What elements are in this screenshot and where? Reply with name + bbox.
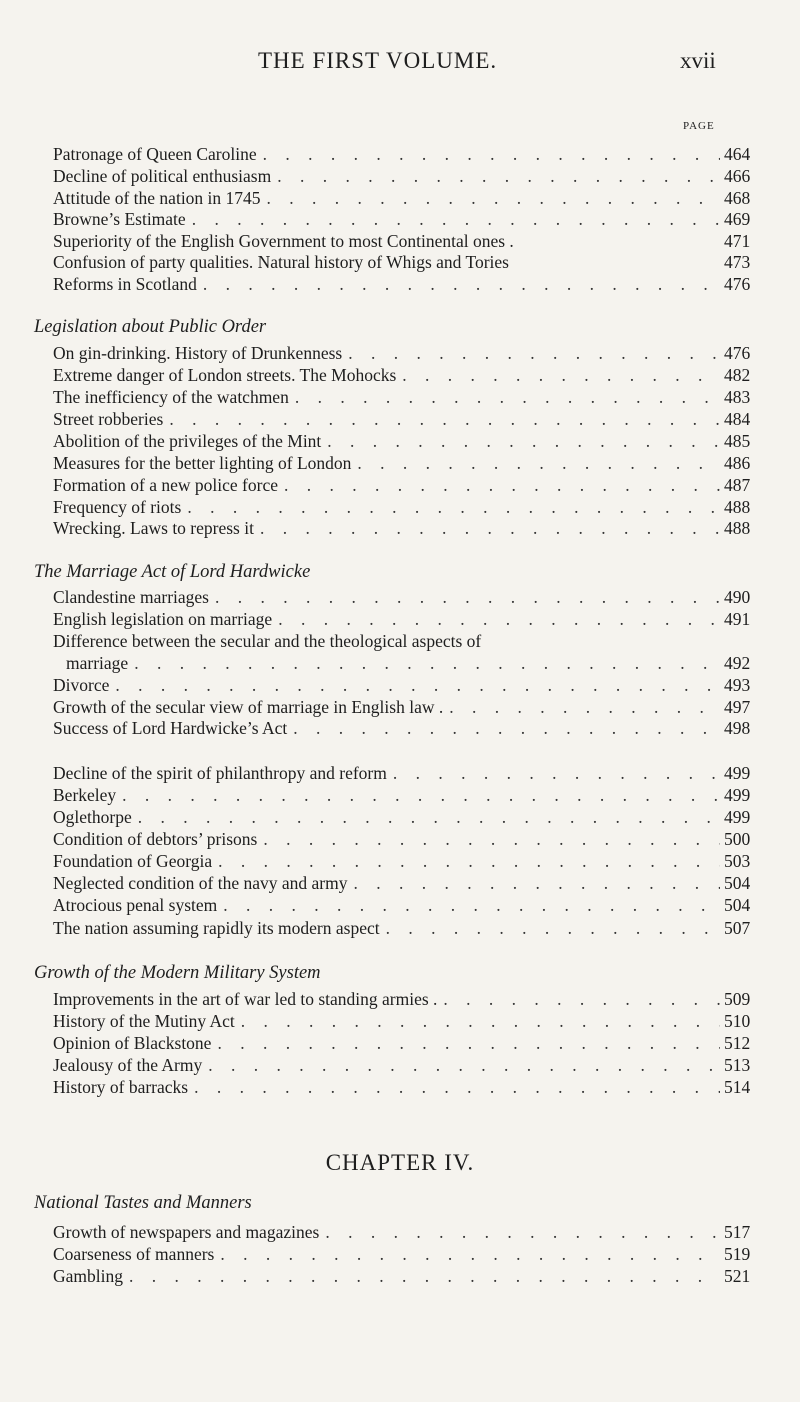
toc-entry-title: Growth of newspapers and magazines	[53, 1222, 320, 1242]
toc-page-number: 473	[724, 252, 751, 272]
dot-leader	[217, 1032, 720, 1054]
dot-leader	[263, 143, 720, 165]
toc-entry	[53, 1265, 764, 1287]
toc-entry-title: Superiority of the English Government to most Continental ones .	[53, 231, 514, 251]
toc-entry-title: Abolition of the privileges of the Mint	[53, 431, 322, 451]
toc-entry	[53, 364, 764, 386]
dot-leader	[325, 1221, 720, 1243]
toc-entry-title: Difference between the secular and the theological aspects of	[53, 631, 482, 651]
dot-leader	[402, 364, 720, 386]
toc-entry	[53, 630, 764, 652]
toc-page-number: 464	[724, 144, 751, 164]
toc-entry-title: Oglethorpe	[53, 807, 132, 827]
toc-entry	[53, 850, 764, 872]
dot-leader	[295, 386, 720, 408]
toc-entry-title: Neglected condition of the navy and army	[53, 873, 348, 893]
dot-leader	[393, 762, 720, 784]
dot-leader	[129, 1265, 720, 1287]
toc-page-number: 510	[724, 1011, 751, 1031]
section-heading: The Marriage Act of Lord Hardwicke	[34, 562, 311, 582]
toc-entry	[53, 784, 764, 806]
toc-entry	[53, 386, 764, 408]
toc-entry	[53, 1076, 764, 1098]
toc-page-number: 476	[724, 274, 751, 294]
toc-page-number: 476	[724, 343, 751, 363]
toc-entry	[53, 828, 764, 850]
toc-entry	[53, 696, 764, 718]
toc-entry	[53, 342, 764, 364]
toc-entry-title: Extreme danger of London streets. The Mohocks	[53, 365, 397, 385]
dot-leader	[208, 1054, 720, 1076]
toc-entry-title: Opinion of Blackstone	[53, 1033, 212, 1053]
toc-page-number: 513	[724, 1055, 751, 1075]
toc-entry-title: Growth of the secular view of marriage in English law .	[53, 697, 444, 717]
dot-leader	[277, 165, 720, 187]
toc-page-number: 507	[724, 918, 751, 938]
toc-page-number: 487	[724, 475, 751, 495]
toc-page-number: 498	[724, 718, 751, 738]
toc-entry-title: History of barracks	[53, 1077, 189, 1097]
toc-page-number: 514	[724, 1077, 751, 1097]
toc-entry	[53, 674, 764, 696]
toc-page-number: 469	[724, 209, 751, 229]
dot-leader	[267, 187, 720, 209]
dot-leader	[223, 894, 720, 916]
toc-entry-title: Condition of debtors’ prisons	[53, 829, 258, 849]
toc-entry-title: Coarseness of manners	[53, 1244, 215, 1264]
toc-entry-title: Gambling	[53, 1266, 123, 1286]
toc-entry-title: Confusion of party qualities. Natural history of Whigs and Tories	[53, 252, 509, 272]
toc-page-number: 482	[724, 365, 751, 385]
dot-leader	[293, 717, 720, 739]
dot-leader	[115, 674, 720, 696]
dot-leader	[169, 408, 720, 430]
toc-entry-title: On gin-drinking. History of Drunkenness	[53, 343, 343, 363]
toc-entry	[53, 586, 764, 608]
dot-leader	[278, 608, 720, 630]
toc-entry-title: Decline of the spirit of philanthropy and reform	[53, 763, 387, 783]
toc-page-number: 503	[724, 851, 751, 871]
toc-entry	[53, 917, 764, 939]
toc-entry	[53, 1054, 764, 1076]
toc-entry-title: The inefficiency of the watchmen	[53, 387, 289, 407]
page-column-label: PAGE	[683, 120, 715, 132]
toc-entry	[53, 452, 764, 474]
toc-entry	[53, 165, 764, 187]
dot-leader	[218, 850, 720, 872]
toc-page-number: 485	[724, 431, 751, 451]
toc-page-number: 500	[724, 829, 751, 849]
dot-leader	[122, 784, 720, 806]
toc-page-number: 499	[724, 807, 751, 827]
toc-entry	[53, 251, 764, 273]
toc-entry	[53, 1221, 764, 1243]
toc-entry	[53, 408, 764, 430]
toc-entry-title: The nation assuming rapidly its modern aspect	[53, 918, 380, 938]
toc-entry-title: English legislation on marriage	[53, 609, 273, 629]
dot-leader	[443, 988, 720, 1010]
toc-page-number: 493	[724, 675, 751, 695]
toc-entry	[53, 1032, 764, 1054]
toc-page-number: 492	[724, 653, 751, 673]
toc-page-number: 490	[724, 587, 751, 607]
dot-leader	[353, 872, 720, 894]
toc-page-number: 504	[724, 873, 751, 893]
dot-leader	[386, 917, 720, 939]
dot-leader	[263, 828, 720, 850]
page-folio: xvii	[680, 48, 716, 73]
toc-entry	[53, 894, 764, 916]
toc-entry	[53, 143, 764, 165]
toc-entry	[53, 608, 764, 630]
toc-entry-title: Decline of political enthusiasm	[53, 166, 272, 186]
toc-entry-title: Browne’s Estimate	[53, 209, 186, 229]
toc-entry-title: Frequency of riots	[53, 497, 182, 517]
toc-entry	[53, 1243, 764, 1265]
toc-entry	[53, 474, 764, 496]
toc-entry-title: Success of Lord Hardwicke’s Act	[53, 718, 288, 738]
toc-entry	[53, 187, 764, 209]
dot-leader	[215, 586, 720, 608]
section-heading: National Tastes and Manners	[34, 1193, 252, 1213]
toc-entry	[53, 717, 764, 739]
toc-entry	[53, 230, 764, 252]
toc-page-number: 504	[724, 895, 751, 915]
toc-entry-title: Clandestine marriages	[53, 587, 209, 607]
toc-entry-title: Measures for the better lighting of London	[53, 453, 352, 473]
toc-entry-title: Atrocious penal system	[53, 895, 218, 915]
toc-page-number: 499	[724, 763, 751, 783]
running-head-title: THE FIRST VOLUME.	[258, 48, 498, 73]
toc-entry-title: marriage	[66, 653, 129, 673]
toc-page-number: 466	[724, 166, 751, 186]
toc-entry	[53, 273, 764, 295]
toc-page-number: 521	[724, 1266, 751, 1286]
toc-entry-title: Street robberies	[53, 409, 164, 429]
dot-leader	[187, 496, 720, 518]
section-heading: Growth of the Modern Military System	[34, 963, 321, 983]
toc-entry-title: Attitude of the nation in 1745	[53, 188, 261, 208]
toc-page-number: 483	[724, 387, 751, 407]
dot-leader	[203, 273, 720, 295]
dot-leader	[134, 652, 720, 674]
toc-entry	[53, 430, 764, 452]
dot-leader	[327, 430, 720, 452]
toc-page-number: 491	[724, 609, 751, 629]
dot-leader	[260, 517, 720, 539]
toc-entry-title: Patronage of Queen Caroline	[53, 144, 257, 164]
toc-page-number: 468	[724, 188, 751, 208]
toc-page-number: 517	[724, 1222, 751, 1242]
toc-entry	[53, 872, 764, 894]
toc-page-number: 484	[724, 409, 751, 429]
toc-page-number: 488	[724, 518, 751, 538]
running-head	[0, 48, 800, 88]
toc-entry	[53, 496, 764, 518]
dot-leader	[194, 1076, 720, 1098]
toc-entry-title: Improvements in the art of war led to standing armies .	[53, 989, 438, 1009]
dot-leader	[220, 1243, 720, 1265]
dot-leader	[192, 208, 720, 230]
toc-page-number: 519	[724, 1244, 751, 1264]
dot-leader	[357, 452, 720, 474]
toc-entry	[66, 652, 764, 674]
dot-leader	[449, 696, 720, 718]
toc-entry	[53, 208, 764, 230]
toc-page-number: 512	[724, 1033, 751, 1053]
toc-entry	[53, 806, 764, 828]
toc-entry-title: Divorce	[53, 675, 110, 695]
toc-page-number: 488	[724, 497, 751, 517]
toc-entry	[53, 762, 764, 784]
toc-entry-title: Reforms in Scotland	[53, 274, 197, 294]
dot-leader	[348, 342, 720, 364]
dot-leader	[138, 806, 720, 828]
dot-leader	[284, 474, 720, 496]
toc-entry-title: Berkeley	[53, 785, 117, 805]
toc-entry-title: History of the Mutiny Act	[53, 1011, 235, 1031]
toc-entry	[53, 517, 764, 539]
toc-page-number: 486	[724, 453, 751, 473]
toc-entry-title: Formation of a new police force	[53, 475, 278, 495]
dot-leader	[241, 1010, 720, 1032]
toc-page-number: 499	[724, 785, 751, 805]
chapter-heading: CHAPTER IV.	[325, 1150, 475, 1175]
toc-entry-title: Wrecking. Laws to repress it	[53, 518, 254, 538]
toc-entry-title: Foundation of Georgia	[53, 851, 213, 871]
toc-page-number: 497	[724, 697, 751, 717]
toc-entry	[53, 988, 764, 1010]
toc-entry	[53, 1010, 764, 1032]
toc-entry-title: Jealousy of the Army	[53, 1055, 203, 1075]
section-heading: Legislation about Public Order	[34, 317, 267, 337]
toc-page-number: 509	[724, 989, 751, 1009]
toc-page-number: 471	[724, 231, 751, 251]
